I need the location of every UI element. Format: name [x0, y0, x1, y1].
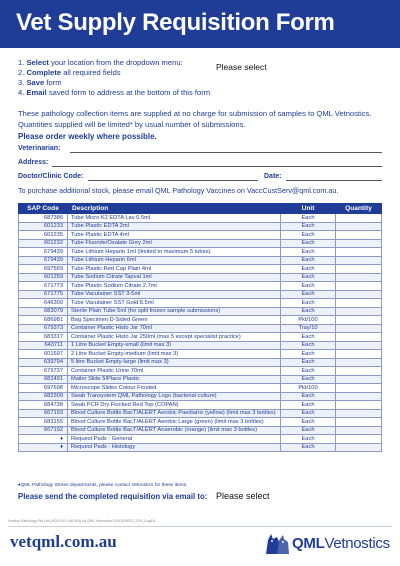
table-row [19, 231, 382, 240]
sap-code-cell: 601235 [19, 231, 68, 240]
description-cell: 1 Litre Bucket Empty-small (limit max 3) [68, 341, 281, 350]
description-cell: Container Plastic Urine 70ml [68, 367, 281, 376]
step-keyword: Select [26, 58, 49, 67]
sap-code-cell: 667192 [19, 426, 68, 435]
sap-code-cell: 643711 [19, 341, 68, 350]
purchase-note: To purchase additional stock, please email QML Pathology Vaccines on VaccCustServ@qml.com.au. [18, 186, 339, 195]
table-row [19, 443, 382, 452]
sap-code-cell: 601697 [19, 350, 68, 359]
logo-text [292, 535, 390, 552]
sap-code-cell: 679439 [19, 256, 68, 265]
table-row [19, 375, 382, 384]
sap-code-cell: 679373 [19, 324, 68, 333]
step-number: 1. [18, 58, 25, 67]
legal-text: Healius Pathology Pty Ltd (ACN 001 148 093) t/a QML Vetnostics P/UDD/9/2/3_2/20_Aug18 [8, 519, 155, 523]
sap-code-cell: 686981 [19, 316, 68, 325]
description-cell: Blood Culture Bottle BacT/ALERT Anaerobic (orange) (limit max 3 bottles) [68, 426, 281, 435]
title-bar [0, 0, 400, 48]
sap-code-cell: 601232 [19, 239, 68, 248]
unit-cell: Each [281, 231, 336, 240]
description-cell: Tube Plastic Red Cap Plain 4ml [68, 265, 281, 274]
send-instruction: Please send the completed requisition via email to: [18, 492, 208, 501]
instructions-list [18, 58, 210, 98]
col-unit: Unit [281, 204, 336, 214]
sap-code-cell: 697698 [19, 384, 68, 393]
table-row [19, 418, 382, 427]
unit-cell: Each [281, 418, 336, 427]
quantity-input[interactable] [336, 333, 382, 342]
table-row [19, 426, 382, 435]
unit-cell: Each [281, 341, 336, 350]
footer-divider [8, 526, 392, 527]
quantity-input[interactable] [336, 239, 382, 248]
unit-cell: Each [281, 282, 336, 291]
order-weekly-note: Please order weekly where possible. [18, 132, 157, 141]
table-row [19, 307, 382, 316]
sap-code-cell: 683079 [19, 307, 68, 316]
quantity-input[interactable] [336, 324, 382, 333]
table-row [19, 282, 382, 291]
quantity-input[interactable] [336, 384, 382, 393]
table-row [19, 222, 382, 231]
step-4 [18, 88, 210, 98]
quantity-input[interactable] [336, 401, 382, 410]
table-row [19, 256, 382, 265]
unit-cell: Each [281, 214, 336, 223]
website-link[interactable]: vetqml.com.au [10, 532, 117, 551]
table-row [19, 316, 382, 325]
table-row [19, 333, 382, 342]
step-number: 3. [18, 78, 25, 87]
description-cell: Tube Vacutainer SST Gold 8.5ml [68, 299, 281, 308]
sap-code-cell: 639794 [19, 358, 68, 367]
description-cell: 2 Litre Bucket Empty-medium (limit max 3) [68, 350, 281, 359]
quantity-input[interactable] [336, 307, 382, 316]
step-keyword: Complete [26, 68, 62, 77]
quantity-input[interactable] [336, 222, 382, 231]
unit-cell: Each [281, 290, 336, 299]
description-cell: Tube Micro K2 EDTA Lav 0.5ml [68, 214, 281, 223]
sap-code-cell: ♦ [19, 443, 68, 452]
sap-code-cell: 679737 [19, 367, 68, 376]
veterinarian-field[interactable] [70, 152, 382, 153]
quantity-input[interactable] [336, 350, 382, 359]
clinic-code-field[interactable] [88, 180, 258, 181]
quantity-input[interactable] [336, 299, 382, 308]
intro-text: These pathology collection items are supplied at no charge for submission of samples to QML Vetnostics. Quantities supplied will be limited* by usual number of submissions. [18, 109, 372, 129]
table-row [19, 324, 382, 333]
sap-code-cell: 684738 [19, 401, 68, 410]
description-cell: Blood Culture Bottle BacT/ALERT Aerobic Paediatric (yellow) (limit max 3 bottles) [68, 409, 281, 418]
table-row [19, 299, 382, 308]
description-cell: Tube Sodium Citrate Tapval 1ml [68, 273, 281, 282]
unit-cell: Each [281, 409, 336, 418]
logo-suffix: Vetnostics [324, 535, 390, 552]
table-header-row [19, 204, 382, 214]
quantity-input[interactable] [336, 358, 382, 367]
dog-cat-logo-icon [262, 530, 292, 558]
sap-code-cell: 601233 [19, 222, 68, 231]
veterinarian-label: Veterinarian: [18, 145, 61, 152]
description-cell: Tube Vacutainer SST 3-5ml [68, 290, 281, 299]
email-dropdown[interactable]: Please select [216, 491, 270, 501]
description-cell: Swab PCR Dry Flocked Red Top (COPAN) [68, 401, 281, 410]
quantity-input[interactable] [336, 290, 382, 299]
sap-code-cell: 697569 [19, 265, 68, 274]
unit-cell: Each [281, 350, 336, 359]
footnote: ♦QML Pathology Stores departments, please contact Vetnostics for these items. [18, 483, 188, 488]
quantity-input[interactable] [336, 367, 382, 376]
quantity-input[interactable] [336, 316, 382, 325]
unit-cell: Tray/10 [281, 324, 336, 333]
quantity-input[interactable] [336, 256, 382, 265]
table-row [19, 341, 382, 350]
step-number: 4. [18, 88, 25, 97]
date-label: Date: [264, 173, 282, 180]
table-row [19, 409, 382, 418]
quantity-input[interactable] [336, 375, 382, 384]
description-cell: Tube Plastic Sodium Citrate 2.7ml [68, 282, 281, 291]
description-cell: 5 litre Bucket Empty-large (limit max 3) [68, 358, 281, 367]
description-cell: Swab Transystem QML Pathology Logo (bacterial culture) [68, 392, 281, 401]
description-cell: Tube Plastic EDTA 4ml [68, 231, 281, 240]
table-row [19, 435, 382, 444]
step-text: form [44, 78, 62, 87]
step-2 [18, 68, 210, 78]
unit-cell: Each [281, 273, 336, 282]
sap-code-cell: 683317 [19, 333, 68, 342]
unit-cell: Each [281, 435, 336, 444]
unit-cell: Pkt/100 [281, 384, 336, 393]
unit-cell: Each [281, 358, 336, 367]
quantity-input[interactable] [336, 426, 382, 435]
date-field[interactable] [286, 180, 382, 181]
description-cell: Tube Fluoride/Oxalate Grey 2ml [68, 239, 281, 248]
step-text: all required fields [61, 68, 121, 77]
col-quantity: Quantity [336, 204, 382, 214]
sap-code-cell: 679439 [19, 248, 68, 257]
sap-code-cell: 682309 [19, 392, 68, 401]
address-field[interactable] [52, 166, 382, 167]
form-title: Vet Supply Requisition Form [16, 9, 335, 36]
step-keyword: Email [26, 88, 47, 97]
sap-code-cell: 671775 [19, 290, 68, 299]
sap-code-cell: 683155 [19, 418, 68, 427]
description-cell: Tube Lithium Heparin 1ml (limited to maximum 5 tubes) [68, 248, 281, 257]
table-row [19, 290, 382, 299]
quantity-input[interactable] [336, 418, 382, 427]
quantity-input[interactable] [336, 341, 382, 350]
quantity-input[interactable] [336, 392, 382, 401]
quantity-input[interactable] [336, 248, 382, 257]
quantity-input[interactable] [336, 273, 382, 282]
unit-cell: Each [281, 426, 336, 435]
sap-code-cell: 687386 [19, 214, 68, 223]
sap-code-cell: 682491 [19, 375, 68, 384]
step-keyword: Save [26, 78, 45, 87]
sap-code-cell: ♦ [19, 435, 68, 444]
description-cell: Sterile Plain Tube 5ml (for split frozen sample submissions) [68, 307, 281, 316]
description-cell: Request Pads - Histology [68, 443, 281, 452]
quantity-input[interactable] [336, 409, 382, 418]
unit-cell: Each [281, 401, 336, 410]
quantity-input[interactable] [336, 265, 382, 274]
sap-code-cell: 601259 [19, 273, 68, 282]
col-description: Description [68, 204, 281, 214]
quantity-input[interactable] [336, 443, 382, 452]
step-3 [18, 78, 210, 88]
sap-code-cell: 667193 [19, 409, 68, 418]
description-cell: Blood Culture Bottle BacT/ALERT Aerobic Large (green) (limit max 3 bottles) [68, 418, 281, 427]
table-row [19, 214, 382, 223]
description-cell: Container Plastic Histo Jar 250ml (max 5 except specialist practice) [68, 333, 281, 342]
clinic-code-label: Doctor/Clinic Code: [18, 173, 84, 180]
description-cell: Microscope Slides Colour Frosted [68, 384, 281, 393]
quantity-input[interactable] [336, 435, 382, 444]
table-row [19, 239, 382, 248]
sap-code-cell: 646309 [19, 299, 68, 308]
unit-cell: Each [281, 333, 336, 342]
supply-table [18, 203, 382, 452]
col-sap-code: SAP Code [19, 204, 68, 214]
unit-cell: Each [281, 248, 336, 257]
description-cell: Request Pads - General [68, 435, 281, 444]
unit-cell: Each [281, 307, 336, 316]
table-row [19, 350, 382, 359]
table-row [19, 401, 382, 410]
step-text: your location from the dropdown menu: [48, 58, 183, 67]
step-number: 2. [18, 68, 25, 77]
unit-cell: Each [281, 375, 336, 384]
qml-vetnostics-logo [262, 530, 392, 558]
quantity-input[interactable] [336, 214, 382, 223]
sap-code-cell: 671773 [19, 282, 68, 291]
description-cell: Bag Specimen D-Sided Green [68, 316, 281, 325]
unit-cell: Each [281, 299, 336, 308]
step-text: saved form to address at the bottom of this form [46, 88, 211, 97]
unit-cell: Each [281, 256, 336, 265]
description-cell: Container Plastic Histo Jar 70ml [68, 324, 281, 333]
unit-cell: Each [281, 392, 336, 401]
unit-cell: Each [281, 443, 336, 452]
location-dropdown[interactable]: Please select [216, 62, 267, 72]
table-row [19, 248, 382, 257]
description-cell: Tube Lithium Heparin 6ml [68, 256, 281, 265]
step-1 [18, 58, 210, 68]
description-cell: Tube Plastic EDTA 2ml [68, 222, 281, 231]
table-row [19, 265, 382, 274]
table-row [19, 392, 382, 401]
unit-cell: Pkt/100 [281, 316, 336, 325]
unit-cell: Each [281, 367, 336, 376]
unit-cell: Each [281, 239, 336, 248]
table-row [19, 367, 382, 376]
quantity-input[interactable] [336, 231, 382, 240]
table-row [19, 273, 382, 282]
logo-prefix: QML [292, 535, 325, 552]
table-row [19, 384, 382, 393]
address-label: Address: [18, 159, 49, 166]
unit-cell: Each [281, 265, 336, 274]
unit-cell: Each [281, 222, 336, 231]
table-row [19, 358, 382, 367]
quantity-input[interactable] [336, 282, 382, 291]
description-cell: Mailer Slide 5/Place Plastic [68, 375, 281, 384]
